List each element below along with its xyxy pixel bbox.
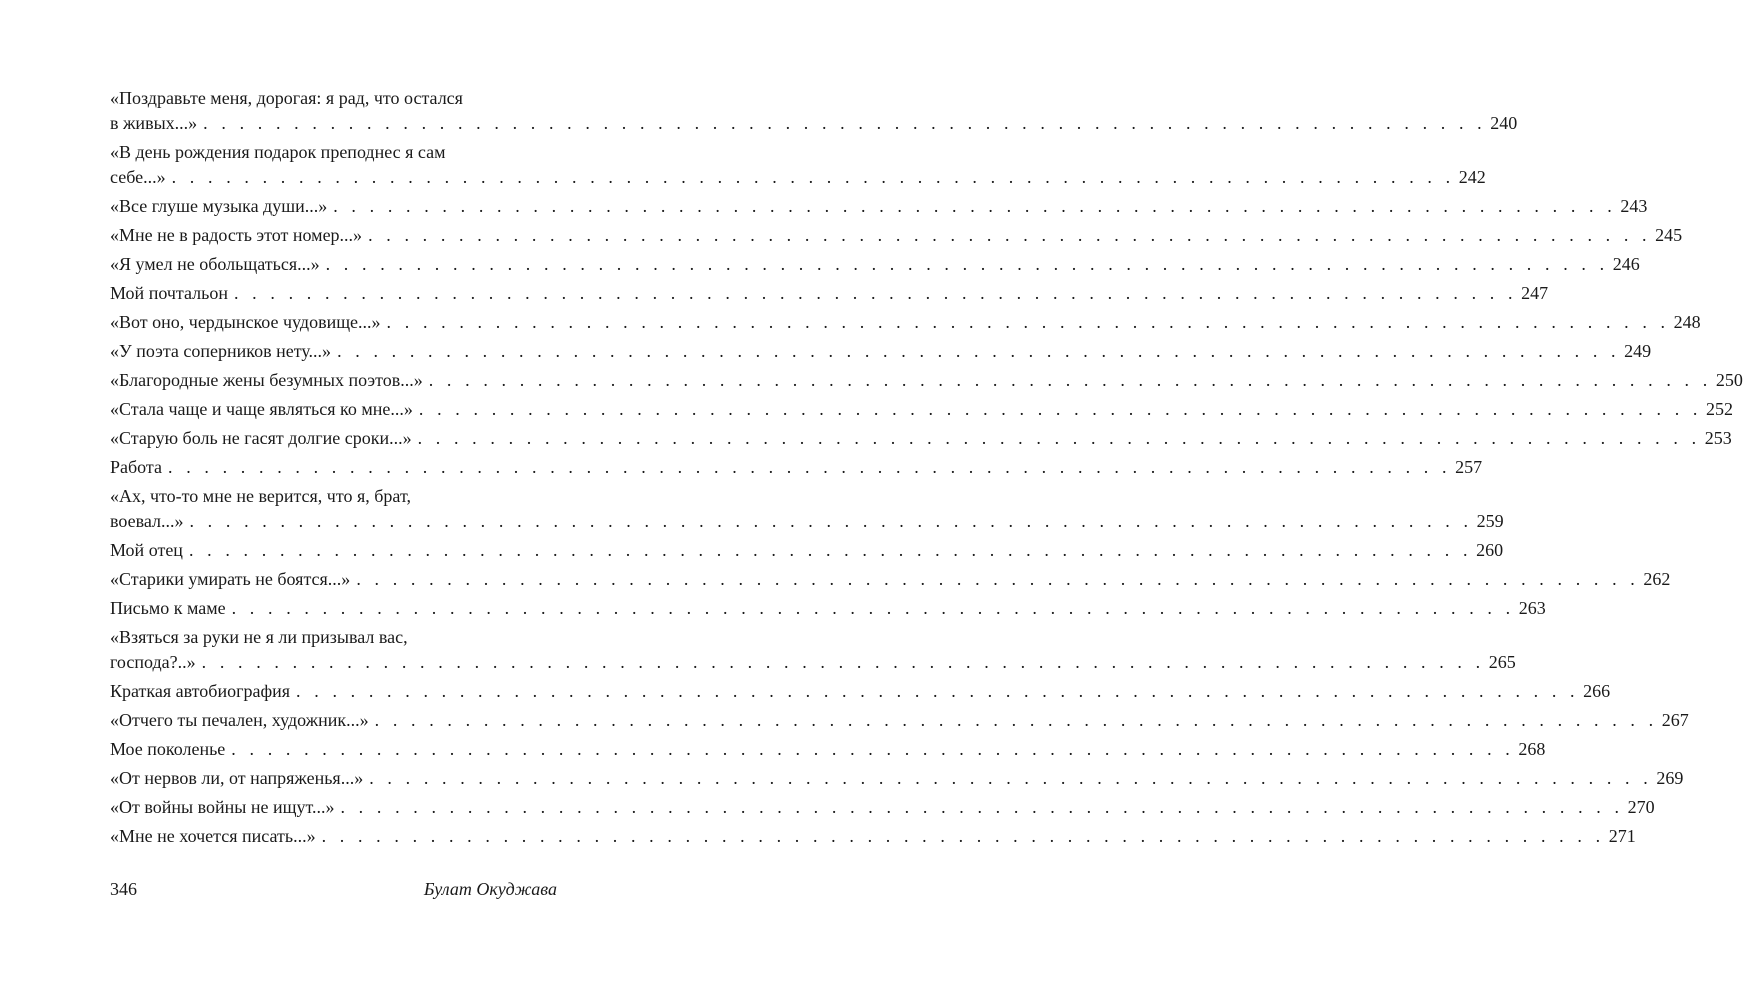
dot-leader: . . . . . . . . . . . . . . . . . . . . . . . . . . . . . . . . . . . . . . . . . . . . . . . . . . . . . . . . . . . . . . . . . . . . . . .	[356, 569, 1640, 589]
toc-entry-line	[110, 679, 1611, 704]
page-footer	[110, 879, 557, 900]
toc-entry-line	[110, 509, 1504, 534]
toc-entry-line	[110, 426, 1732, 451]
dot-leader: . . . . . . . . . . . . . . . . . . . . . . . . . . . . . . . . . . . . . . . . . . . . . . . . . . . . . . . . . . . . . . . . . . . . . . .	[231, 598, 1515, 618]
toc-entry-page: 259	[1476, 511, 1504, 531]
toc-entry-title: «Поздравьте меня, дорогая: я рад, что остался	[110, 88, 463, 108]
toc-entry-title: воевал...»	[110, 511, 184, 531]
toc-entry-page: 249	[1624, 341, 1652, 361]
toc-entry-line	[110, 766, 1684, 791]
dot-leader: . . . . . . . . . . . . . . . . . . . . . . . . . . . . . . . . . . . . . . . . . . . . . . . . . . . . . . . . . . . . . . . . . . . . . . .	[231, 739, 1515, 759]
toc-entry-line	[110, 111, 1518, 136]
toc-entry-page: 270	[1627, 797, 1655, 817]
toc-entry	[110, 455, 1483, 480]
toc-entry-line	[110, 795, 1655, 820]
toc-entry	[110, 766, 1684, 791]
toc-entry	[110, 737, 1546, 762]
toc-entry	[110, 86, 1518, 136]
toc-entry-page: 246	[1612, 254, 1640, 274]
toc-entry-title: «От войны войны не ищут...»	[110, 797, 335, 817]
toc-entry-line	[110, 339, 1652, 364]
toc-entry	[110, 625, 1516, 675]
toc-entry-line	[110, 310, 1701, 335]
dot-leader: . . . . . . . . . . . . . . . . . . . . . . . . . . . . . . . . . . . . . . . . . . . . . . . . . . . . . . . . . . . . . . . . . . . . . . .	[368, 225, 1652, 245]
toc-entry	[110, 194, 1648, 219]
toc-entry-line	[110, 538, 1504, 563]
toc-entry-page: 269	[1656, 768, 1684, 788]
dot-leader: . . . . . . . . . . . . . . . . . . . . . . . . . . . . . . . . . . . . . . . . . . . . . . . . . . . . . . . . . . . . . . . . . . . . . . .	[340, 797, 1624, 817]
toc-entry-page: 267	[1661, 710, 1689, 730]
toc-entry-title: «Взяться за руки не я ли призывал вас,	[110, 627, 408, 647]
toc-entry	[110, 397, 1733, 422]
toc-entry-page: 268	[1518, 739, 1546, 759]
toc-entry-title: «Старую боль не гасят долгие сроки...»	[110, 428, 412, 448]
toc-entry-line	[110, 368, 1743, 393]
toc-entry-page: 243	[1620, 196, 1648, 216]
running-author: Булат Окуджава	[423, 879, 557, 899]
toc-entry-page: 253	[1704, 428, 1732, 448]
dot-leader: . . . . . . . . . . . . . . . . . . . . . . . . . . . . . . . . . . . . . . . . . . . . . . . . . . . . . . . . . . . . . . . . . . . . . . .	[201, 652, 1485, 672]
toc-entry-title: «Мне не в радость этот номер...»	[110, 225, 363, 245]
toc-entry	[110, 679, 1611, 704]
dot-leader: . . . . . . . . . . . . . . . . . . . . . . . . . . . . . . . . . . . . . . . . . . . . . . . . . . . . . . . . . . . . . . . . . . . . . . .	[337, 341, 1621, 361]
toc-entry	[110, 140, 1486, 190]
toc-entry-line	[110, 596, 1546, 621]
toc-entry-line	[110, 397, 1733, 422]
toc-entry	[110, 596, 1546, 621]
dot-leader: . . . . . . . . . . . . . . . . . . . . . . . . . . . . . . . . . . . . . . . . . . . . . . . . . . . . . . . . . . . . . . . . . . . . . . .	[333, 196, 1617, 216]
toc-entry-line	[110, 252, 1640, 277]
toc-entry-title: «Благородные жены безумных поэтов...»	[110, 370, 423, 390]
toc-entry-page: 265	[1488, 652, 1516, 672]
toc-entry	[110, 252, 1640, 277]
toc-entry-title: господа?..»	[110, 652, 196, 672]
dot-leader: . . . . . . . . . . . . . . . . . . . . . . . . . . . . . . . . . . . . . . . . . . . . . . . . . . . . . . . . . . . . . . . . . . . . . . .	[321, 826, 1605, 846]
toc-entry-page: 260	[1476, 540, 1504, 560]
toc-entry-title: «От нервов ли, от напряженья...»	[110, 768, 364, 788]
page-number: 346	[110, 879, 137, 899]
toc-entry-line	[110, 223, 1683, 248]
toc-entry-title: Письмо к маме	[110, 598, 226, 618]
toc-entry	[110, 426, 1732, 451]
toc-entry-page: 242	[1458, 167, 1486, 187]
toc-entry-title: «Вот оно, чердынское чудовище...»	[110, 312, 381, 332]
toc-entry-line	[110, 708, 1689, 733]
toc-entry-page: 262	[1643, 569, 1671, 589]
toc-entry	[110, 310, 1701, 335]
toc-entry	[110, 567, 1671, 592]
dot-leader: . . . . . . . . . . . . . . . . . . . . . . . . . . . . . . . . . . . . . . . . . . . . . . . . . . . . . . . . . . . . . . . . . . . . . . .	[168, 457, 1452, 477]
dot-leader: . . . . . . . . . . . . . . . . . . . . . . . . . . . . . . . . . . . . . . . . . . . . . . . . . . . . . . . . . . . . . . . . . . . . . . .	[325, 254, 1609, 274]
toc-entry-line	[110, 455, 1483, 480]
dot-leader: . . . . . . . . . . . . . . . . . . . . . . . . . . . . . . . . . . . . . . . . . . . . . . . . . . . . . . . . . . . . . . . . . . . . . . .	[296, 681, 1580, 701]
dot-leader: . . . . . . . . . . . . . . . . . . . . . . . . . . . . . . . . . . . . . . . . . . . . . . . . . . . . . . . . . . . . . . . . . . . . . . .	[171, 167, 1455, 187]
toc-entry-page: 240	[1490, 113, 1518, 133]
toc-entry-line	[110, 567, 1671, 592]
toc-entry-line	[110, 824, 1636, 849]
toc-entry-line	[110, 625, 557, 650]
toc-entry-line	[110, 165, 1486, 190]
dot-leader: . . . . . . . . . . . . . . . . . . . . . . . . . . . . . . . . . . . . . . . . . . . . . . . . . . . . . . . . . . . . . . . . . . . . . . .	[189, 511, 1473, 531]
toc-entry-page: 263	[1518, 598, 1546, 618]
toc-entry	[110, 538, 1504, 563]
toc-entry-title: «Я умел не обольщаться...»	[110, 254, 320, 274]
dot-leader: . . . . . . . . . . . . . . . . . . . . . . . . . . . . . . . . . . . . . . . . . . . . . . . . . . . . . . . . . . . . . . . . . . . . . . .	[188, 540, 1473, 560]
toc-entry-title: «Все глуше музыка души...»	[110, 196, 328, 216]
dot-leader: . . . . . . . . . . . . . . . . . . . . . . . . . . . . . . . . . . . . . . . . . . . . . . . . . . . . . . . . . . . . . . . . . . . . . . .	[233, 283, 1518, 303]
toc-entry-title: себе...»	[110, 167, 166, 187]
toc-entry-line	[110, 650, 1516, 675]
toc-entry-title: в живых...»	[110, 113, 198, 133]
toc-entry-title: «В день рождения подарок преподнес я сам	[110, 142, 446, 162]
dot-leader: . . . . . . . . . . . . . . . . . . . . . . . . . . . . . . . . . . . . . . . . . . . . . . . . . . . . . . . . . . . . . . . . . . . . . . .	[428, 370, 1712, 390]
toc-entry	[110, 223, 1683, 248]
toc-entry-page: 257	[1455, 457, 1483, 477]
toc-entry-title: Мое поколенье	[110, 739, 226, 759]
toc-entry-page: 271	[1608, 826, 1636, 846]
toc-entry-title: «Отчего ты печален, художник...»	[110, 710, 369, 730]
dot-leader: . . . . . . . . . . . . . . . . . . . . . . . . . . . . . . . . . . . . . . . . . . . . . . . . . . . . . . . . . . . . . . . . . . . . . . .	[417, 428, 1701, 448]
toc-entry-title: Мой отец	[110, 540, 183, 560]
toc-entry	[110, 339, 1652, 364]
dot-leader: . . . . . . . . . . . . . . . . . . . . . . . . . . . . . . . . . . . . . . . . . . . . . . . . . . . . . . . . . . . . . . . . . . . . . . .	[203, 113, 1487, 133]
toc-entry-page: 250	[1715, 370, 1743, 390]
dot-leader: . . . . . . . . . . . . . . . . . . . . . . . . . . . . . . . . . . . . . . . . . . . . . . . . . . . . . . . . . . . . . . . . . . . . . . .	[374, 710, 1658, 730]
toc-entry	[110, 708, 1689, 733]
dot-leader: . . . . . . . . . . . . . . . . . . . . . . . . . . . . . . . . . . . . . . . . . . . . . . . . . . . . . . . . . . . . . . . . . . . . . . .	[418, 399, 1702, 419]
table-of-contents	[110, 86, 1743, 853]
toc-entry-line	[110, 140, 557, 165]
toc-entry	[110, 368, 1743, 393]
toc-entry-title: «Мне не хочется писать...»	[110, 826, 316, 846]
toc-entry-line	[110, 86, 557, 111]
toc-entry	[110, 281, 1549, 306]
toc-entry	[110, 795, 1655, 820]
toc-entry-title: Работа	[110, 457, 162, 477]
toc-entry-title: «Ах, что-то мне не верится, что я, брат,	[110, 486, 411, 506]
toc-entry-line	[110, 484, 557, 509]
toc-entry-page: 245	[1655, 225, 1683, 245]
toc-entry-line	[110, 737, 1546, 762]
toc-entry	[110, 824, 1636, 849]
toc-entry-title: «Старики умирать не боятся...»	[110, 569, 351, 589]
dot-leader: . . . . . . . . . . . . . . . . . . . . . . . . . . . . . . . . . . . . . . . . . . . . . . . . . . . . . . . . . . . . . . . . . . . . . . .	[386, 312, 1670, 332]
toc-entry-page: 252	[1706, 399, 1733, 419]
toc-entry	[110, 484, 1504, 534]
toc-entry-title: Мой почтальон	[110, 283, 228, 303]
toc-entry-title: Краткая автобиография	[110, 681, 291, 701]
toc-entry-title: «У поэта соперников нету...»	[110, 341, 332, 361]
toc-entry-page: 247	[1521, 283, 1549, 303]
toc-entry-line	[110, 281, 1549, 306]
dot-leader: . . . . . . . . . . . . . . . . . . . . . . . . . . . . . . . . . . . . . . . . . . . . . . . . . . . . . . . . . . . . . . . . . . . . . . .	[369, 768, 1653, 788]
toc-entry-page: 248	[1673, 312, 1701, 332]
toc-entry-page: 266	[1583, 681, 1611, 701]
toc-entry-line	[110, 194, 1648, 219]
toc-entry-title: «Стала чаще и чаще являться ко мне...»	[110, 399, 413, 419]
